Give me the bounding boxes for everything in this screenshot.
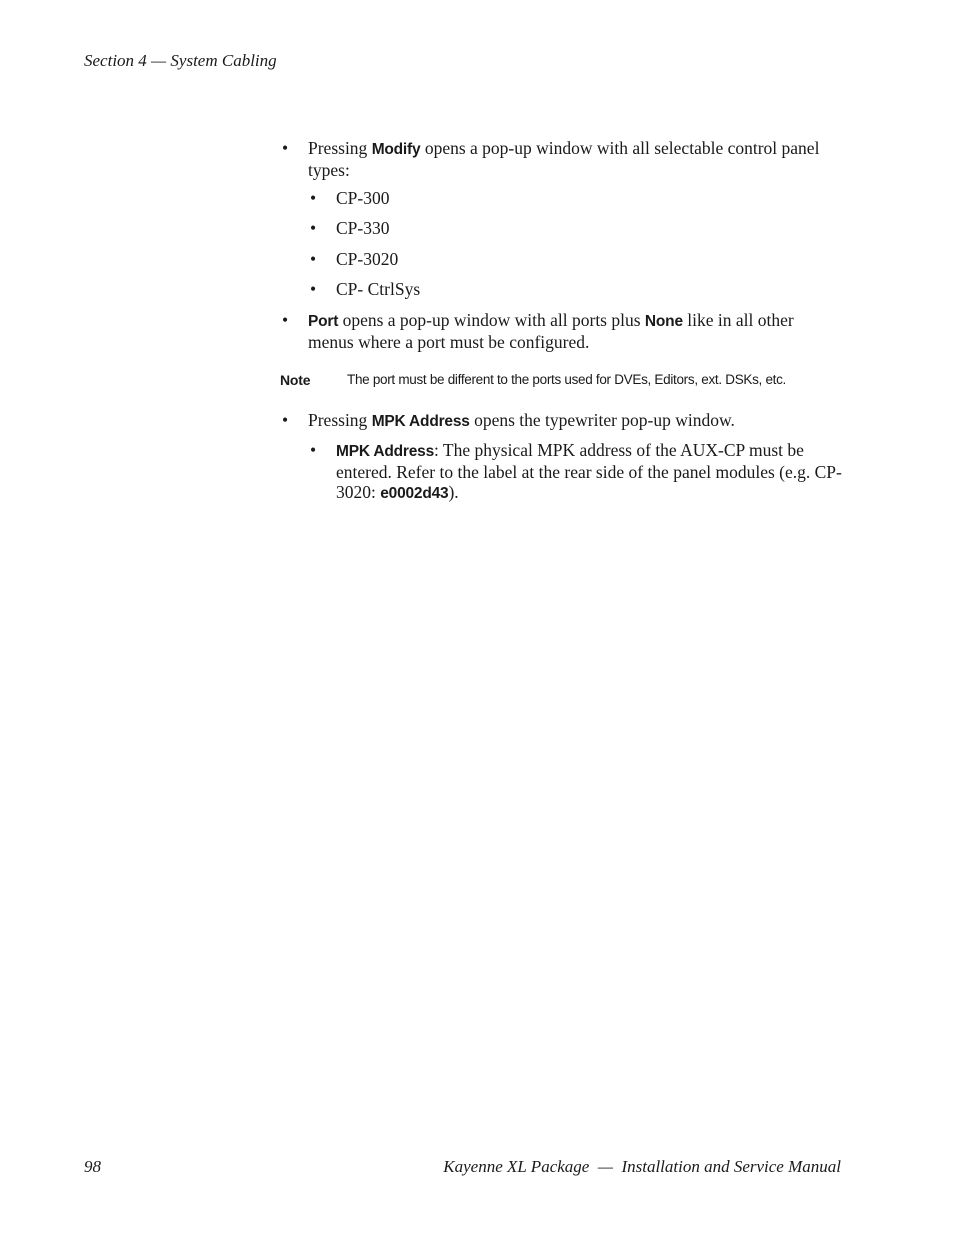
- bullet-icon: •: [310, 440, 317, 460]
- bullet-icon: •: [310, 249, 317, 269]
- list-item-panel-type: [310, 218, 846, 238]
- bullet-icon: •: [282, 310, 289, 330]
- mpk-prefix: Pressing: [308, 410, 372, 430]
- bullet-icon: •: [310, 279, 317, 299]
- list-item-port: [282, 310, 838, 352]
- page-number: 98: [84, 1157, 101, 1176]
- bullet-icon: •: [282, 138, 289, 158]
- modify-text: opens a pop-up window with all selectable control panel types:: [308, 138, 820, 180]
- list-item-panel-type: [310, 249, 846, 269]
- port-keyword: Port: [308, 313, 339, 330]
- none-keyword: None: [644, 313, 683, 330]
- port-text-b: like in all other menus where a port must be configured.: [308, 310, 794, 352]
- mpk-sub-keyword: MPK Address: [336, 443, 434, 460]
- bullet-icon: •: [310, 188, 317, 208]
- mpk-sub-suffix: ).: [448, 482, 459, 502]
- footer-title: Kayenne XL Package — Installation and Service Manual: [443, 1157, 841, 1176]
- list-item-panel-type: [310, 279, 846, 299]
- bullet-icon: •: [310, 218, 317, 238]
- running-head: Section 4 — System Cabling: [84, 51, 277, 70]
- panel-type-label: CP-300: [336, 188, 390, 208]
- modify-prefix: Pressing: [308, 138, 372, 158]
- mpk-code: e0002d43: [380, 485, 449, 502]
- mpk-sub-text: : The physical MPK address of the AUX-CP must be entered. Refer to the label at the rear side of the panel modules (e.g. CP-3020:: [336, 440, 842, 502]
- panel-type-label: CP-330: [336, 218, 390, 238]
- bullet-icon: •: [282, 410, 289, 430]
- note-label: Note: [280, 372, 311, 388]
- list-item-mpk-description: [310, 440, 846, 504]
- mpk-keyword: MPK Address: [371, 413, 470, 430]
- mpk-text: opens the typewriter pop-up window.: [469, 410, 735, 430]
- note-text: The port must be different to the ports used for DVEs, Editors, ext. DSKs, etc.: [347, 372, 787, 387]
- panel-type-label: CP-3020: [336, 249, 399, 269]
- list-item-modify: [282, 138, 838, 180]
- modify-keyword: Modify: [371, 141, 421, 158]
- port-text-a: opens a pop-up window with all ports plus: [338, 310, 645, 330]
- list-item-mpk-address: [282, 410, 838, 432]
- panel-type-label: CP- CtrlSys: [336, 279, 421, 299]
- list-item-panel-type: [310, 188, 846, 208]
